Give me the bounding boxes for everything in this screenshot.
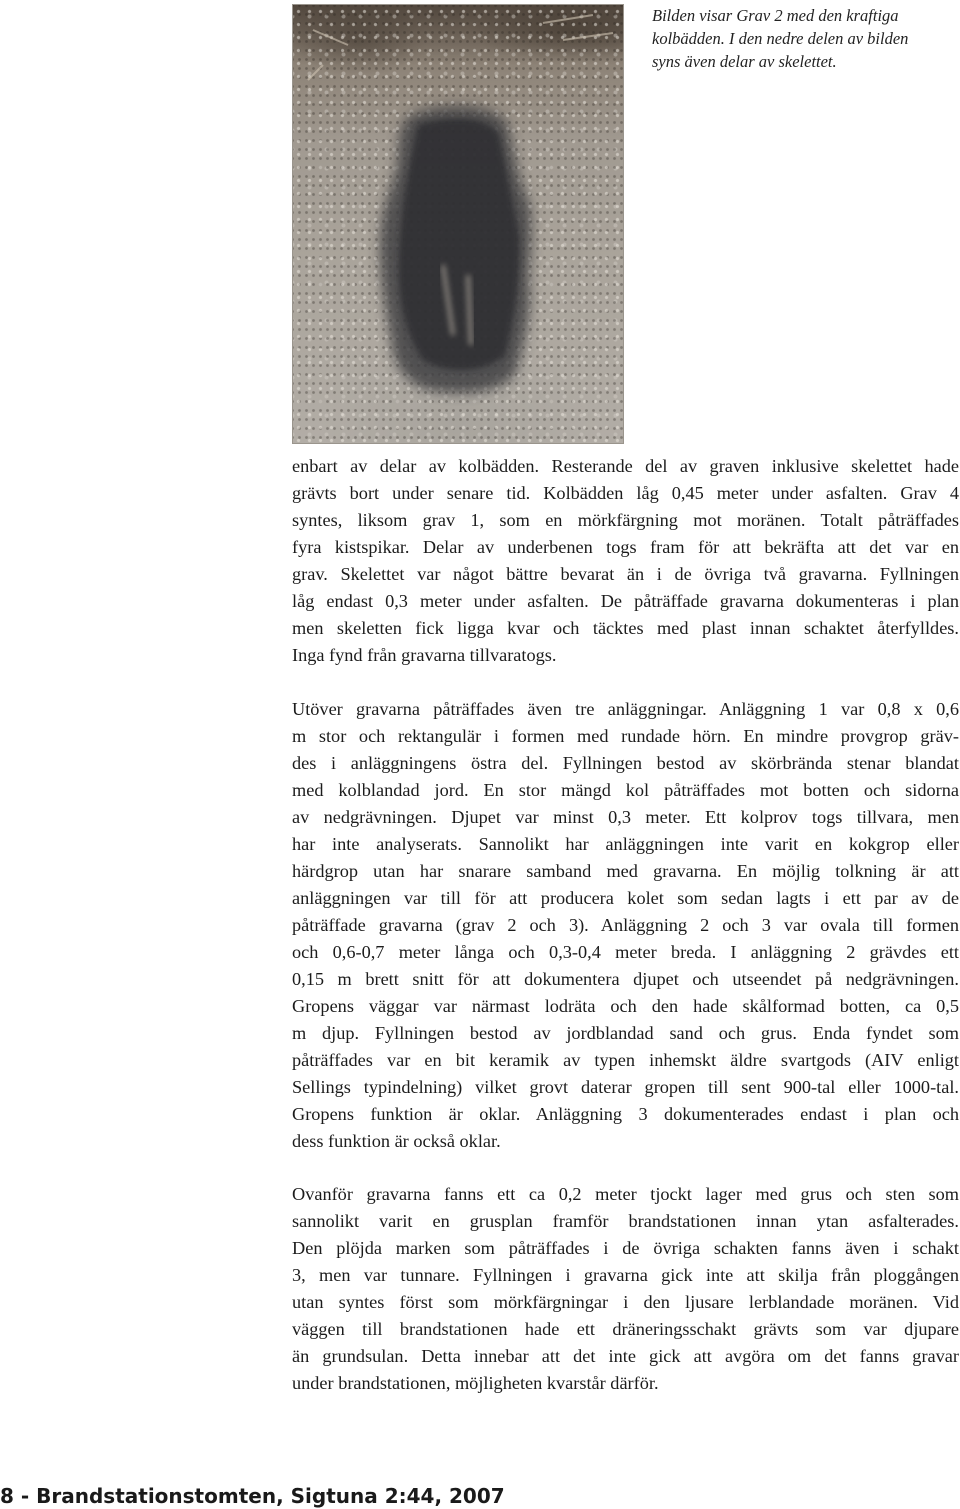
text-line: Gropens väggar var närmast lodräta och den hade skålformad botten, ca 0,5 <box>292 996 959 1016</box>
text-line: m stor och rektangulär i formen med rundade hörn. En mindre provgrop gräv- <box>292 726 959 746</box>
text-line: av nedgrävningen. Djupet var minst 0,3 meter. Ett kolprov togs tillvara, men <box>292 807 959 827</box>
text-line: under brandstationen, möjligheten kvarstår därför. <box>292 1373 659 1393</box>
text-line: dess funktion är också oklar. <box>292 1131 501 1151</box>
charcoal-bed-stain <box>293 5 623 443</box>
text-line: des i anläggningens östra del. Fyllningen bestod av skörbrända stenar blandat <box>292 753 959 773</box>
text-line: men skeletten fick ligga kvar och täcktes med plast innan schaktet återfylldes. <box>292 618 959 638</box>
text-line: grävts bort under senare tid. Kolbädden låg 0,45 meter under asfalten. Grav 4 <box>292 483 959 503</box>
text-line: anläggningen var till för att producera kolet som sedan lagts i ett par av de <box>292 888 959 908</box>
text-line: har inte analyserats. Sannolikt har anläggningen inte varit en kokgrop eller <box>292 834 959 854</box>
text-line: m djup. Fyllningen bestod av jordblandad sand och grus. Enda fyndet som <box>292 1023 959 1043</box>
caption-line: kolbädden. I den nedre delen av bilden <box>652 29 909 48</box>
caption-line: syns även delar av skelettet. <box>652 52 837 71</box>
text-line: sannolikt varit en grusplan framför brandstationen innan ytan asfalterades. <box>292 1211 959 1231</box>
text-line: Gropens funktion är oklar. Anläggning 3 dokumenterades endast i plan och <box>292 1104 959 1124</box>
paragraph-gravel-layer <box>292 1181 959 1397</box>
caption-line: Bilden visar Grav 2 med den kraftiga <box>652 6 899 25</box>
text-line: 3, men var tunnare. Fyllningen i gravarna gick inte att skilja från ploggången <box>292 1265 959 1285</box>
text-line: Den plöjda marken som påträffades i de övriga schakten fanns även i schakt <box>292 1238 959 1258</box>
text-line: Utöver gravarna påträffades även tre anläggningar. Anläggning 1 var 0,8 x 0,6 <box>292 699 959 719</box>
text-line: härdgrop utan har snarare samband med gravarna. En möjlig tolkning är att <box>292 861 959 881</box>
text-line: och 0,6-0,7 meter långa och 0,3-0,4 meter breda. I anläggning 2 grävdes ett <box>292 942 959 962</box>
text-line: enbart av delar av kolbädden. Resterande del av graven inklusive skelettet hade <box>292 456 959 476</box>
photo-caption <box>652 4 952 73</box>
text-line: påträffades var en bit keramik av typen inhemskt äldre svartgods (AIV enligt <box>292 1050 959 1070</box>
page-footer: 8 - Brandstationstomten, Sigtuna 2:44, 2007 <box>0 1484 505 1508</box>
text-line: låg endast 0,3 meter under asfalten. De påträffade gravarna dokumenteras i plan <box>292 591 959 611</box>
text-line: med kolblandad jord. En stor mängd kol påträffades mot botten och sidorna <box>292 780 959 800</box>
text-line: väggen till brandstationen hade ett dräneringsschakt grävts som var djupare <box>292 1319 959 1339</box>
paragraph-graves <box>292 453 959 669</box>
text-line: utan syntes först som mörkfärgningar i den ljusare lerblandade moränen. Vid <box>292 1292 959 1312</box>
text-line: Sellings typindelning) vilket grovt daterar gropen till sent 900-tal eller 1000-tal. <box>292 1077 959 1097</box>
text-line: än grundsulan. Detta innebar att det inte gick att avgöra om det fanns gravar <box>292 1346 959 1366</box>
text-line: syntes, liksom grav 1, som en mörkfärgning mot moränen. Totalt påträffades <box>292 510 959 530</box>
excavation-photo <box>292 4 624 444</box>
text-line: påträffade gravarna (grav 2 och 3). Anläggning 2 och 3 var ovala till formen <box>292 915 959 935</box>
paragraph-features <box>292 696 959 1155</box>
text-line: Ovanför gravarna fanns ett ca 0,2 meter tjockt lager med grus och sten som <box>292 1184 959 1204</box>
text-line: 0,15 m brett snitt för att dokumentera djupet och utseendet på nedgrävningen. <box>292 969 959 989</box>
text-line: grav. Skelettet var något bättre bevarat än i de övriga två gravarna. Fyllningen <box>292 564 959 584</box>
text-line: fyra kistspikar. Delar av underbenen togs fram för att bekräfta att det var en <box>292 537 959 557</box>
text-line: Inga fynd från gravarna tillvaratogs. <box>292 645 557 665</box>
